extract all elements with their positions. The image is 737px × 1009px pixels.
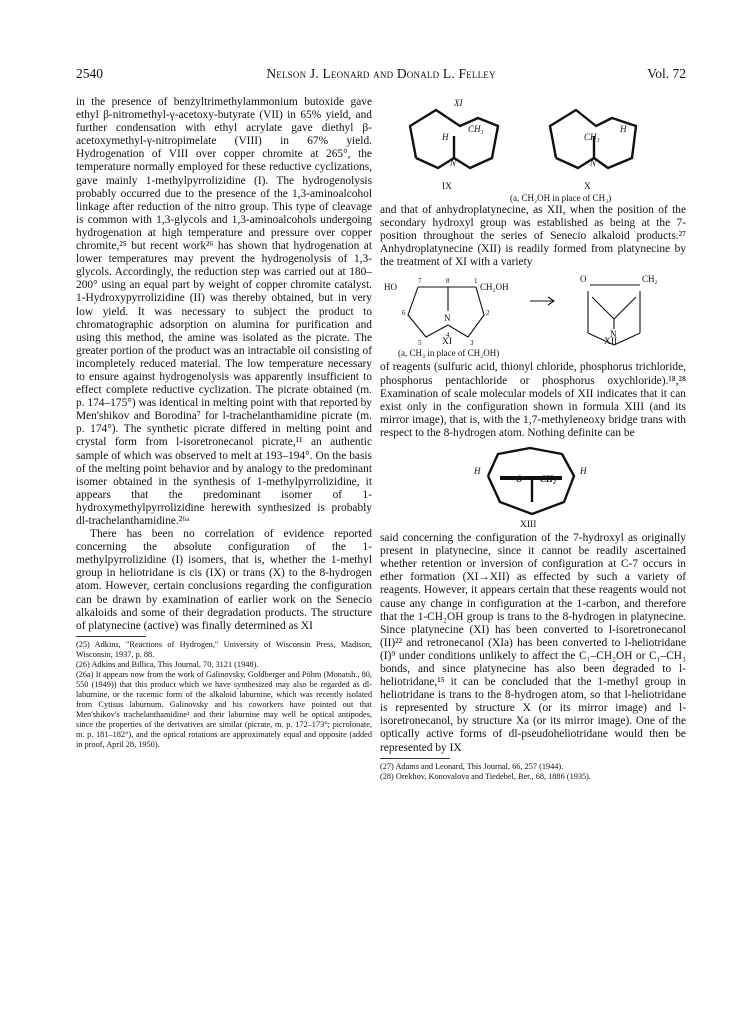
footnote-26: (26) Adkins and Billica, This Journal, 70, 3121 (1948). [76, 659, 259, 669]
label: H [580, 466, 587, 477]
page-number: 2540 [76, 66, 103, 81]
label: H [442, 132, 449, 142]
volume-label: Vol. 72 [647, 66, 686, 81]
caption-xii: XII [604, 337, 618, 348]
label: 6 [402, 309, 406, 318]
footnote-25: (25) Adkins, "Reactions of Hydrogen," University of Wisconsin Press, Madison, Wisconsin, 1937, p. 88. [76, 639, 372, 659]
body-paragraph: of reagents (sulfuric acid, thionyl chloride, phosphorus trichloride, phosphorus pentachloride or phosphorus oxychloride).¹⁸,²⁸ Examination of scale molecular models of XII indicates that it can exist only in the configuration shown in formula XIII (and its mirror image), that is, with the 1,7-methyleneoxy bridge trans with respect to the 8-hydrogen atom. Nothing definite can be [380, 361, 686, 439]
caption-xi: XI [442, 337, 453, 348]
structure-xiii-drawing [380, 440, 686, 520]
label: CH₂ [642, 274, 658, 285]
body-paragraph: There has been no correlation of evidence reported concerning the absolute configuration of the 1-methylpyrrolizidine (I) isomers, that is, whether the 1-methyl group in heliotridane is cis (IX) or trans (X) to the 8-hydrogen atom. However, certain conclusions regarding the configuration can be drawn by examination of earlier work on the Senecio alkaloids and some of their degradation products. The structure of platynecine (active) was finally determined as XI [76, 528, 372, 632]
label: O [580, 274, 587, 285]
label: 1 [474, 277, 478, 286]
footnote-rule [76, 636, 146, 637]
label: H [620, 124, 627, 134]
label: H [474, 466, 481, 477]
label: 2 [486, 309, 490, 318]
structures-ix-x-drawing [380, 96, 686, 182]
caption-xiii: XIII [520, 520, 537, 531]
page-header [76, 66, 686, 84]
label: N [610, 329, 617, 340]
footnotes-right [380, 762, 686, 782]
label: CH₂OH [480, 282, 509, 293]
label: CH₂ [540, 474, 557, 485]
figure-xi-xii [380, 271, 686, 361]
footnote-28: (28) Orekhov, Konovalova and Tiedebel, Ber., 68, 1886 (1935). [380, 771, 591, 781]
label: 3 [470, 339, 474, 348]
footnote-27: (27) Adams and Leonard, This Journal, 66, 257 (1944). [380, 761, 564, 771]
body-paragraph: and that of anhydroplatynecine, as XII, when the position of the secondary hydroxyl group was established as being at the 7-position throughout the series of Senecio alkaloid products.²⁷ Anhydroplatynecine (XII) is readily formed from platynecine by the treatment of XI with a variety [380, 204, 686, 269]
label: O [516, 474, 523, 485]
footnote-rule [380, 758, 450, 759]
figure-xiii [380, 440, 686, 532]
label: CH₃ [468, 124, 484, 134]
label: XI [454, 98, 463, 108]
footnote-26a: (26a) It appears now from the work of Galinovsky, Goldberger and Pöhm (Monatsh., 80, 550 (1949)) that this product which we have synthesized may also be regarded as dl-laburnine, or the racemic form of the alkaloid laburnine, which was recently isolated from Cytisus laburnum. Galinovsky and his coworkers have pointed out that Men'shikov's trachelanthamidine¹ and their laburnine may well be optical antipodes, since the properties of the derivatives are similar (picrate, m. p. 172–173°; picrolonate, m. p. 181–182°), and the optical rotations are approximately equal and opposite (added in proof, April 28, 1950). [76, 669, 372, 749]
left-column [76, 96, 372, 750]
running-authors: Nelson J. Leonard and Donald L. Felley [266, 66, 496, 81]
body-paragraph: said concerning the configuration of the 7-hydroxyl as originally present in platynecine, since it cannot be readily ascertained whether retention or inversion of configuration at C-7 occurs in ether formation (XI→XII) as effected by such a variety of reagents. However, it appears certain that these reagents would not cause any change in configuration at the 1-carbon, and therefore that the 1-CH₂OH group is trans to the 8-hydrogen in platynecine. Since platynecine (XI) has been converted to l-isoretronecanol (II)²² and retronecanol (XIa) has been converted to l-heliotridane (I)⁹ under conditions unlikely to affect the C₁–CH₂OH or C₁–CH₃ bonds, and since platynecine has also been degraded to l-heliotridane,¹⁵ it can be concluded that the 1-methyl group in heliotridane is trans to the 8-hydrogen atom, so that l-heliotridane is represented by structure X (or its mirror image) and l-isoretronecanol, by structure Xa (or its mirror image). One of the optically active forms of dl-pseudoheliotridane would then be represented by IX [380, 532, 686, 754]
label: N [444, 313, 451, 324]
caption-ix: IX [442, 182, 453, 192]
label: 5 [418, 339, 422, 348]
label: 8 [446, 277, 450, 286]
caption-x: X [584, 182, 591, 192]
caption-note-xi-xii: (a, CH₃ in place of CH₂OH) [398, 348, 500, 359]
figure-ix-x [380, 96, 686, 204]
label: 7 [418, 277, 422, 286]
label: CH₃ [584, 132, 600, 142]
body-paragraph: in the presence of benzyltrimethylammonium butoxide gave ethyl β-nitromethyl-γ-acetoxy-butyrate (VII) in 65% yield, and further condensation with ethyl acrylate gave diethyl β-acetoxymethyl-γ-nitropimelate (VIII) in 67% yield. Hydrogenation of VIII over copper chromite at 265°, the temperature normally employed for these reductive cyclizations, gave mainly 1-methylpyrrolizidine (I). The hydrogenolysis probably occurred due to the presence of the 1,3-aminoalcohol linkage after reduction of the nitro group. This type of cleavage is common with 1,3-glycols and 1,3-aminoalcohols undergoing hydrogenation at high temperature and pressure over copper chromite,²⁵ but recent work²⁶ has shown that hydrogenation at lower temperatures may prevent the hydrogenolysis of 1,3-glycols. Accordingly, the reduction step was carried out at 180–200° using an equal part by weight of copper chromite catalyst. 1-Hydroxypyrrolizidine (II) was thereby obtained, but in very low yield. It was necessary to subject the product to chromatographic adsorption on alumina for purification and using this method, the amine was isolated as the picrate. The greater portion of the product was an intractable oil consisting of incompletely reduced material. The low temperature necessary to ensure against hydrogenolysis was apparently insufficient to effect complete reductive cyclization. The picrate obtained (m. p. 174–175°) was identical in melting point with that reported by Men'shikov and Borodina⁷ for l-trachelanthamidine picrate (m. p. 174°). The synthetic picrate differed in melting point and crystal form from l-isoretronecanol picrate,¹¹ an authentic sample of which was observed to melt at 193–194°. On the basis of the melting point behavior and by analogy to the predominant isomer obtained in the synthesis of 1-methylpyrrolizidine, it appears that the predominant isomer of 1-hydroxymethylpyrrolizidine herewith synthesized is probably dl-trachelanthamidine.²⁶ᵃ [76, 96, 372, 527]
label: N [450, 158, 457, 168]
label: HO [384, 282, 397, 293]
footnotes-left [76, 640, 372, 750]
right-column [380, 96, 686, 782]
label: 4 [446, 331, 450, 340]
caption-note-ix-x: (a, CH₂OH in place of CH₃) [510, 193, 612, 203]
label: N [590, 158, 597, 168]
